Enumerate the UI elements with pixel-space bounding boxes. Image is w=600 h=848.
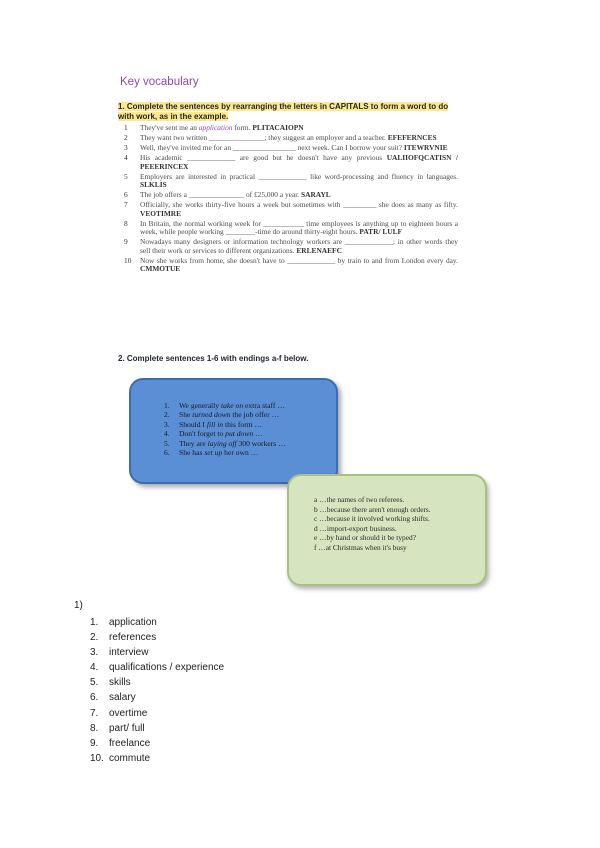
- worksheet-title: Key vocabulary: [120, 76, 199, 88]
- sentence-starts-list: [164, 401, 286, 457]
- start-item: 1. We generally take on extra staff …: [164, 401, 285, 410]
- sentence-item: 6 The job offers a _______________ of £25,000 a year. SARAYL: [124, 190, 331, 200]
- sentence-item: 10 Now she works from home, she doesn't have to _____________ by train to and from London every day. CMMOTUE: [124, 255, 458, 274]
- answer-list: [90, 615, 224, 766]
- sentence-endings-list: [314, 495, 431, 553]
- start-item: 4. Don't forget to put down …: [164, 429, 263, 439]
- sentence-endings-box: [287, 474, 487, 586]
- sentence-item: 9 Nowadays many designers or information technology workers are _____________; in other words they sell their work or services to different organizations. ERLENAEFC: [124, 237, 458, 255]
- sentence-item: 5 Employers are interested in practical _____________ like word-processing and fluency in languages. SLKLIS: [124, 171, 458, 190]
- sentence-item: 8 In Britain, the normal working week for ___________ time employees is anything up to eighteen hours a week, while people working ________-time do around thirty-eight hours. PATR/ LULF: [124, 218, 458, 237]
- answer-item: 10. commute: [90, 752, 151, 764]
- answer-item: 4. qualifications / experience: [90, 662, 225, 674]
- ending-item: b …because there aren't enough orders.: [314, 504, 431, 514]
- start-item: 3. Should I fill in this form …: [164, 419, 263, 429]
- ending-item: c …because it involved working shifts.: [314, 514, 430, 524]
- ending-item: a …the names of two referees.: [314, 495, 405, 504]
- start-item: 5. They are laying off 300 workers …: [164, 438, 286, 448]
- answer-item: 9. freelance: [90, 737, 151, 749]
- ending-item: f …at Christmas when it's busy: [314, 542, 407, 552]
- exercise-1-instruction: 1. Complete the sentences by rearranging the letters in CAPITALS to form a word to do with work, as in the example.: [118, 102, 449, 121]
- answer-item: 3. interview: [90, 647, 149, 659]
- ending-item: e …by hand or should it be typed?: [314, 533, 417, 543]
- sentence-item: 2 They want two written _______________; they suggest an employer and a teacher. EFEFERNCES: [124, 132, 437, 142]
- sentence-starts-box: [129, 378, 338, 484]
- answer-item: 5. skills: [90, 677, 131, 689]
- answer-item: 8. part/ full: [90, 722, 145, 734]
- sentence-item: 4 His academic _____________ are good but he doesn't have any previous UALIIOFQCATISN / PEEERINCEX: [124, 152, 458, 171]
- start-item: 6. She has set up her own …: [164, 448, 259, 458]
- answer-item: 7. overtime: [90, 707, 148, 719]
- answer-item: 1. application: [90, 617, 157, 628]
- exercise-2-instruction: 2. Complete sentences 1-6 with endings a-f below.: [118, 354, 309, 363]
- answers-heading: 1): [74, 600, 83, 611]
- answer-item: 2. references: [90, 632, 157, 644]
- start-item: 2. She turned down the job offer …: [164, 410, 280, 420]
- exercise-1-sentence-list: [118, 124, 458, 275]
- sentence-item: 7 Officially, she works thirty-five hours a week but sometimes with _________ she does as many as fifty. VEOTIMRE: [124, 200, 458, 218]
- ending-item: d …import-export business.: [314, 523, 397, 533]
- sentence-item: 1 They've sent me an application form. PLITACAIOPN: [124, 123, 304, 132]
- answer-item: 6. salary: [90, 692, 136, 704]
- sentence-item: 3 Well, they've invited me for an _________________ next week. Can I borrow your suit? ITEWRVNIE: [124, 142, 448, 152]
